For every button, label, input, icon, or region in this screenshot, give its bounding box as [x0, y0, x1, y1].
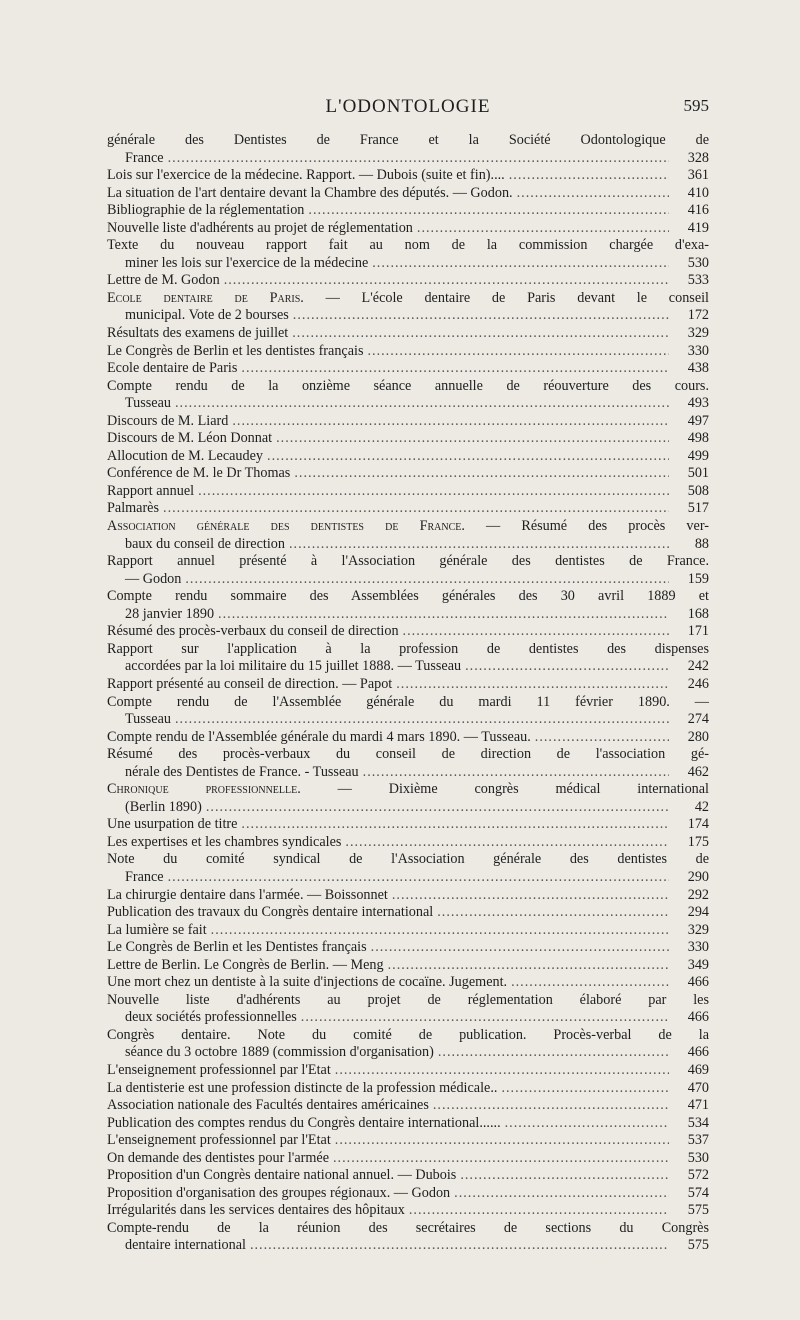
dot-leader: [175, 395, 669, 413]
dot-leader: [433, 1097, 669, 1115]
dot-leader: [460, 1167, 669, 1185]
entry-page-number: 330: [687, 939, 709, 956]
entry-text: Congrès dentaire. Note du comité de publication. Procès-verbal de la: [107, 1026, 709, 1043]
toc-entry: [107, 851, 709, 886]
dot-leader: [241, 816, 669, 834]
entry-text: On demande des dentistes pour l'armée: [107, 1149, 329, 1166]
dot-leader: [168, 150, 669, 168]
entry-text: Une mort chez un dentiste à la suite d'injections de cocaïne. Jugement.: [107, 974, 508, 991]
toc-line: [107, 729, 709, 747]
entry-page-number: 501: [687, 465, 709, 482]
entry-page-number: 159: [687, 570, 709, 587]
toc-line: [107, 658, 709, 676]
entry-text: Compte rendu sommaire des Assemblées générales des 30 avril 1889 et: [107, 588, 709, 605]
page-header: [107, 96, 709, 118]
dot-leader: [505, 1115, 669, 1133]
entry-text: Texte du nouveau rapport fait au nom de la commission chargée d'exa-: [107, 237, 709, 254]
dot-leader: [509, 167, 669, 185]
toc-line: [107, 746, 709, 764]
toc-line: [107, 220, 709, 238]
entry-page-number: 498: [687, 430, 709, 447]
dot-leader: [345, 834, 669, 852]
toc-entry: [107, 1097, 709, 1115]
dot-leader: [198, 483, 669, 501]
entry-page-number: 419: [687, 219, 709, 236]
entry-text: dentaire international: [125, 1237, 246, 1254]
toc-entry: [107, 360, 709, 378]
entry-text: Rapport présenté au conseil de direction. — Papot: [107, 675, 393, 692]
dot-leader: [517, 185, 669, 203]
dot-leader: [250, 1237, 669, 1255]
entry-page-number: 174: [687, 816, 709, 833]
entry-page-number: 471: [687, 1097, 709, 1114]
toc-line: [107, 694, 709, 712]
toc-entry: [107, 220, 709, 238]
toc-line: [107, 904, 709, 922]
entry-page-number: 466: [687, 974, 709, 991]
entry-page-number: 533: [687, 272, 709, 289]
toc-entry: [107, 904, 709, 922]
toc-entry: [107, 167, 709, 185]
entry-text: deux sociétés professionnelles: [125, 1009, 297, 1026]
dot-leader: [367, 343, 669, 361]
toc-line: [107, 185, 709, 203]
entry-page-number: 294: [687, 904, 709, 921]
toc-line: [107, 272, 709, 290]
entry-page-number: 175: [687, 833, 709, 850]
entry-text: Le Congrès de Berlin et les Dentistes français: [107, 939, 367, 956]
toc-entry: [107, 202, 709, 220]
dot-leader: [289, 536, 669, 554]
toc-line: [107, 711, 709, 729]
entry-text: Rapport sur l'application à la profession de dentistes des dispenses: [107, 640, 709, 657]
toc-line: [107, 307, 709, 325]
toc-entry: [107, 132, 709, 167]
entry-page-number: 42: [694, 798, 709, 815]
toc-entry: [107, 1027, 709, 1062]
entry-text: Palmarès: [107, 500, 160, 517]
toc-line: [107, 500, 709, 518]
toc-entry: [107, 834, 709, 852]
toc-entry: [107, 413, 709, 431]
entry-text: La situation de l'art dentaire devant la Chambre des députés. — Godon.: [107, 184, 513, 201]
entry-page-number: 292: [687, 886, 709, 903]
toc-line: [107, 465, 709, 483]
entry-text: Association nationale des Facultés dentaires américaines: [107, 1097, 429, 1114]
toc-entry: [107, 483, 709, 501]
dot-leader: [409, 1202, 669, 1220]
toc-line: [107, 1044, 709, 1062]
toc-entry: [107, 325, 709, 343]
toc-entry: [107, 623, 709, 641]
entry-text: Compte rendu de l'Assemblée générale du mardi 4 mars 1890. — Tusseau.: [107, 728, 531, 745]
toc-line: [107, 378, 709, 396]
dot-leader: [465, 658, 669, 676]
toc-entry: [107, 185, 709, 203]
entry-page-number: 575: [687, 1237, 709, 1254]
section-heading: Association générale des dentistes de France.: [107, 518, 465, 535]
entry-page-number: 462: [687, 763, 709, 780]
toc-entry: [107, 816, 709, 834]
entry-page-number: 493: [687, 395, 709, 412]
entry-text: France: [125, 149, 164, 166]
toc-line: [107, 588, 709, 606]
entry-text: Publication des comptes rendus du Congrès dentaire international......: [107, 1114, 501, 1131]
toc-line: [107, 1167, 709, 1185]
dot-leader: [267, 448, 669, 466]
entry-text: Une usurpation de titre: [107, 816, 238, 833]
toc-entry: [107, 343, 709, 361]
dot-leader: [232, 413, 669, 431]
entry-text: Résultats des examens de juillet: [107, 325, 289, 342]
toc-line: [107, 202, 709, 220]
entry-text: Discours de M. Léon Donnat: [107, 430, 273, 447]
toc-entry: [107, 588, 709, 623]
toc-entry: [107, 448, 709, 466]
dot-leader: [185, 571, 669, 589]
entry-page-number: 466: [687, 1044, 709, 1061]
toc-entry: [107, 922, 709, 940]
dot-leader: [363, 764, 669, 782]
entry-page-number: 534: [687, 1114, 709, 1131]
table-of-contents: [107, 132, 709, 1255]
toc-entry: [107, 1220, 709, 1255]
entry-text: Note du comité syndical de l'Association générale des dentistes de: [107, 851, 709, 868]
toc-entry: [107, 1080, 709, 1098]
entry-page-number: 469: [687, 1061, 709, 1078]
entry-text: Ecole dentaire de Paris: [107, 360, 238, 377]
toc-line: [107, 781, 709, 799]
toc-line: [107, 1097, 709, 1115]
entry-page-number: 537: [687, 1132, 709, 1149]
toc-entry: [107, 465, 709, 483]
toc-line: [107, 1132, 709, 1150]
toc-line: [107, 395, 709, 413]
entry-text: baux du conseil de direction: [125, 535, 285, 552]
entry-text: — Dixième congrès médical international: [300, 781, 710, 798]
toc-line: [107, 290, 709, 308]
toc-line: [107, 851, 709, 869]
toc-line: [107, 1115, 709, 1133]
entry-text: L'enseignement professionnel par l'Etat: [107, 1061, 331, 1078]
entry-text: Rapport annuel présenté à l'Association générale des dentistes de France.: [107, 553, 709, 570]
toc-line: [107, 1237, 709, 1255]
toc-line: [107, 1080, 709, 1098]
dot-leader: [333, 1150, 669, 1168]
entry-page-number: 280: [687, 728, 709, 745]
entry-text: générale des Dentistes de France et la Société Odontologique de: [107, 132, 709, 148]
toc-entry: [107, 1150, 709, 1168]
entry-page-number: 172: [687, 307, 709, 324]
entry-text: Bibliographie de la réglementation: [107, 202, 305, 219]
entry-text: Rapport annuel: [107, 482, 195, 499]
dot-leader: [241, 360, 669, 378]
entry-text: Irrégularités dans les services dentaires des hôpitaux: [107, 1202, 405, 1219]
toc-line: [107, 799, 709, 817]
toc-line: [107, 237, 709, 255]
entry-page-number: 572: [687, 1167, 709, 1184]
toc-line: [107, 343, 709, 361]
toc-line: [107, 1150, 709, 1168]
dot-leader: [293, 307, 669, 325]
toc-line: [107, 623, 709, 641]
toc-entry: [107, 1202, 709, 1220]
toc-line: [107, 974, 709, 992]
toc-entry: [107, 290, 709, 325]
toc-entry: [107, 237, 709, 272]
dot-leader: [218, 606, 669, 624]
toc-line: [107, 571, 709, 589]
entry-page-number: 574: [687, 1184, 709, 1201]
toc-entry: [107, 939, 709, 957]
dot-leader: [396, 676, 669, 694]
toc-entry: [107, 641, 709, 676]
toc-entry: [107, 974, 709, 992]
entry-page-number: 530: [687, 1149, 709, 1166]
toc-entry: [107, 729, 709, 747]
entry-text: miner les lois sur l'exercice de la médecine: [125, 254, 369, 271]
entry-page-number: 517: [687, 500, 709, 517]
toc-line: [107, 957, 709, 975]
entry-text: Proposition d'organisation des groupes régionaux. — Godon: [107, 1184, 451, 1201]
toc-entry: [107, 1115, 709, 1133]
entry-text: Tusseau: [125, 395, 171, 412]
entry-page-number: 246: [687, 675, 709, 692]
toc-entry: [107, 676, 709, 694]
entry-text: La dentisterie est une profession distincte de la profession médicale..: [107, 1079, 498, 1096]
dot-leader: [308, 202, 669, 220]
toc-line: [107, 676, 709, 694]
dot-leader: [417, 220, 669, 238]
toc-line: [107, 483, 709, 501]
dot-leader: [437, 904, 669, 922]
entry-text: accordées par la loi militaire du 15 juillet 1888. — Tusseau: [125, 658, 462, 675]
toc-line: [107, 834, 709, 852]
dot-leader: [511, 974, 669, 992]
toc-entry: [107, 694, 709, 729]
toc-entry: [107, 1132, 709, 1150]
dot-leader: [335, 1062, 669, 1080]
toc-line: [107, 167, 709, 185]
entry-text: 28 janvier 1890: [125, 605, 215, 622]
entry-text: Lettre de Berlin. Le Congrès de Berlin. — Meng: [107, 956, 384, 973]
toc-line: [107, 132, 709, 150]
toc-line: [107, 360, 709, 378]
dot-leader: [224, 272, 669, 290]
toc-line: [107, 869, 709, 887]
toc-line: [107, 764, 709, 782]
toc-line: [107, 816, 709, 834]
entry-page-number: 274: [687, 711, 709, 728]
entry-page-number: 329: [687, 921, 709, 938]
entry-page-number: 328: [687, 149, 709, 166]
toc-entry: [107, 378, 709, 413]
entry-text: La lumière se fait: [107, 921, 207, 938]
entry-text: Le Congrès de Berlin et les dentistes français: [107, 342, 364, 359]
toc-line: [107, 992, 709, 1010]
entry-page-number: 470: [687, 1079, 709, 1096]
toc-entry: [107, 272, 709, 290]
entry-text: France: [125, 868, 164, 885]
entry-page-number: 330: [687, 342, 709, 359]
entry-page-number: 171: [687, 623, 709, 640]
entry-page-number: 410: [687, 184, 709, 201]
toc-entry: [107, 957, 709, 975]
page-number: 595: [683, 96, 709, 115]
toc-entry: [107, 887, 709, 905]
toc-entry: [107, 1062, 709, 1080]
entry-text: Compte rendu de l'Assemblée générale du mardi 11 février 1890. —: [107, 693, 709, 710]
dot-leader: [292, 325, 669, 343]
entry-text: Compte rendu de la onzième séance annuelle de réouverture des cours.: [107, 377, 709, 394]
entry-text: (Berlin 1890): [125, 798, 202, 815]
entry-text: Discours de M. Liard: [107, 412, 229, 429]
toc-line: [107, 536, 709, 554]
dot-leader: [392, 887, 669, 905]
entry-page-number: 290: [687, 868, 709, 885]
entry-text: Résumé des procès-verbaux du conseil de direction de l'association gé-: [107, 746, 709, 763]
toc-line: [107, 413, 709, 431]
toc-line: [107, 606, 709, 624]
entry-text: Résumé des procès-verbaux du conseil de direction: [107, 623, 399, 640]
entry-text: Compte-rendu de la réunion des secrétaires de sections du Congrès: [107, 1219, 709, 1236]
entry-text: — Résumé des procès ver-: [464, 518, 709, 535]
toc-line: [107, 518, 709, 536]
toc-line: [107, 1202, 709, 1220]
entry-text: Publication des travaux du Congrès dentaire international: [107, 904, 434, 921]
entry-text: Lettre de M. Godon: [107, 272, 220, 289]
toc-entry: [107, 430, 709, 448]
dot-leader: [206, 799, 669, 817]
dot-leader: [335, 1132, 669, 1150]
toc-entry: [107, 992, 709, 1027]
entry-text: séance du 3 octobre 1889 (commission d'organisation): [125, 1044, 434, 1061]
dot-leader: [388, 957, 669, 975]
toc-entry: [107, 1185, 709, 1203]
dot-leader: [211, 922, 669, 940]
entry-text: Conférence de M. le Dr Thomas: [107, 465, 291, 482]
entry-text: Nouvelle liste d'adhérents au projet de réglementation élaboré par les: [107, 991, 709, 1008]
entry-text: — L'école dentaire de Paris devant le conseil: [303, 289, 709, 306]
entry-text: Tusseau: [125, 711, 171, 728]
entry-page-number: 242: [687, 658, 709, 675]
entry-text: L'enseignement professionnel par l'Etat: [107, 1132, 331, 1149]
toc-line: [107, 553, 709, 571]
toc-line: [107, 939, 709, 957]
entry-page-number: 361: [687, 167, 709, 184]
dot-leader: [163, 500, 669, 518]
entry-text: Proposition d'un Congrès dentaire national annuel. — Dubois: [107, 1167, 457, 1184]
toc-entry: [107, 746, 709, 781]
dot-leader: [371, 939, 669, 957]
entry-page-number: 88: [694, 535, 709, 552]
dot-leader: [454, 1185, 669, 1203]
dot-leader: [438, 1044, 669, 1062]
toc-line: [107, 448, 709, 466]
dot-leader: [403, 623, 669, 641]
toc-entry: [107, 518, 709, 553]
entry-page-number: 499: [687, 447, 709, 464]
dot-leader: [175, 711, 669, 729]
entry-text: La chirurgie dentaire dans l'armée. — Boissonnet: [107, 886, 388, 903]
entry-text: Nouvelle liste d'adhérents au projet de réglementation: [107, 219, 413, 236]
toc-line: [107, 641, 709, 659]
entry-page-number: 168: [687, 605, 709, 622]
dot-leader: [294, 465, 669, 483]
running-title: L'ODONTOLOGIE: [325, 96, 491, 117]
toc-entry: [107, 781, 709, 816]
entry-text: — Godon: [125, 570, 182, 587]
toc-entry: [107, 553, 709, 588]
toc-entry: [107, 500, 709, 518]
dot-leader: [501, 1080, 669, 1098]
toc-line: [107, 1027, 709, 1045]
toc-line: [107, 887, 709, 905]
entry-page-number: 416: [687, 202, 709, 219]
dot-leader: [168, 869, 669, 887]
section-heading: Ecole dentaire de Paris.: [107, 289, 304, 306]
toc-line: [107, 1185, 709, 1203]
entry-page-number: 530: [687, 254, 709, 271]
dot-leader: [301, 1009, 669, 1027]
entry-page-number: 508: [687, 482, 709, 499]
toc-line: [107, 150, 709, 168]
toc-line: [107, 255, 709, 273]
toc-line: [107, 1009, 709, 1027]
entry-text: municipal. Vote de 2 bourses: [125, 307, 289, 324]
toc-line: [107, 1062, 709, 1080]
entry-page-number: 575: [687, 1202, 709, 1219]
entry-text: Allocution de M. Lecaudey: [107, 447, 264, 464]
toc-line: [107, 1220, 709, 1238]
entry-page-number: 329: [687, 325, 709, 342]
toc-line: [107, 922, 709, 940]
entry-text: Les expertises et les chambres syndicales: [107, 833, 342, 850]
entry-page-number: 349: [687, 956, 709, 973]
dot-leader: [276, 430, 669, 448]
entry-page-number: 466: [687, 1009, 709, 1026]
entry-page-number: 497: [687, 412, 709, 429]
section-heading: Chronique professionnelle.: [107, 781, 301, 798]
toc-entry: [107, 1167, 709, 1185]
toc-line: [107, 325, 709, 343]
dot-leader: [372, 255, 669, 273]
dot-leader: [535, 729, 669, 747]
entry-text: nérale des Dentistes de France. - Tusseau: [125, 763, 359, 780]
entry-page-number: 438: [687, 360, 709, 377]
toc-line: [107, 430, 709, 448]
entry-text: Lois sur l'exercice de la médecine. Rapport. — Dubois (suite et fin)....: [107, 167, 505, 184]
